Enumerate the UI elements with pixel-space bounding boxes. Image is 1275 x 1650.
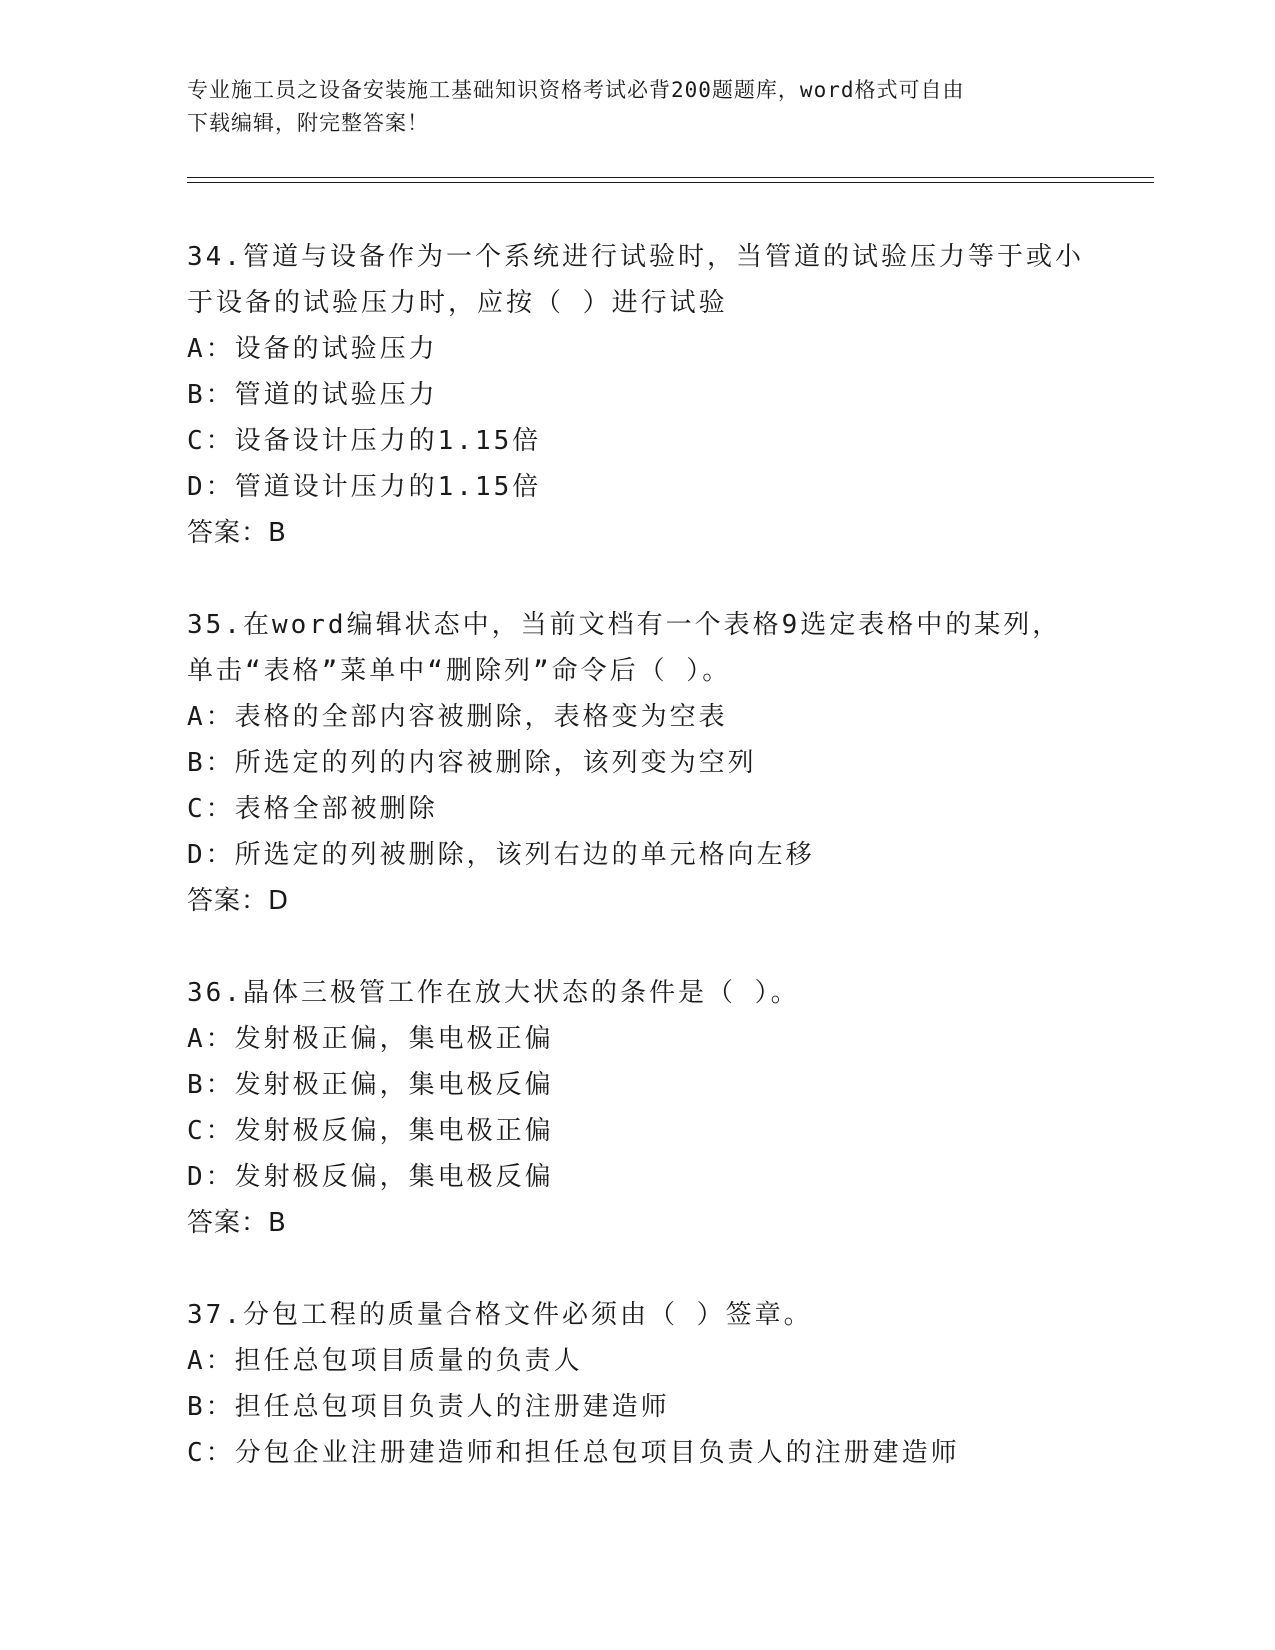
option-d: D：管道设计压力的1.15倍 [187, 472, 542, 502]
question-36 [187, 970, 1087, 1246]
question-list [187, 234, 1087, 1522]
header-divider-bottom [187, 182, 1154, 183]
option-d: D：发射极反偏，集电极反偏 [187, 1162, 554, 1192]
question-37 [187, 1292, 1087, 1476]
question-stem-line: 36.晶体三极管工作在放大状态的条件是（ ）。 [187, 978, 800, 1008]
answer-line: 答案：D [187, 886, 290, 916]
option-a: A：设备的试验压力 [187, 334, 438, 364]
document-header [187, 74, 1087, 140]
option-c: C：表格全部被删除 [187, 794, 438, 824]
option-c: C：分包企业注册建造师和担任总包项目负责人的注册建造师 [187, 1438, 960, 1468]
option-b: B：发射极正偏，集电极反偏 [187, 1070, 554, 1100]
header-line-1: 专业施工员之设备安装施工基础知识资格考试必背200题题库，word格式可自由 [187, 78, 965, 102]
answer-line: 答案：B [187, 1208, 287, 1238]
option-a: A：发射极正偏，集电极正偏 [187, 1024, 554, 1054]
option-b: B：所选定的列的内容被删除，该列变为空列 [187, 748, 757, 778]
question-stem-line: 于设备的试验压力时，应按（ ）进行试验 [187, 288, 728, 318]
option-a: A：担任总包项目质量的负责人 [187, 1346, 583, 1376]
header-line-2: 下载编辑，附完整答案！ [187, 111, 429, 135]
option-a: A：表格的全部内容被删除，表格变为空表 [187, 702, 728, 732]
header-divider-top [187, 177, 1154, 178]
question-34 [187, 234, 1087, 556]
option-b: B：担任总包项目负责人的注册建造师 [187, 1392, 670, 1422]
question-stem-line: 35.在word编辑状态中，当前文档有一个表格9选定表格中的某列， [187, 610, 1062, 640]
option-d: D：所选定的列被删除，该列右边的单元格向左移 [187, 840, 815, 870]
question-stem-line: 单击“表格”菜单中“删除列”命令后（ ）。 [187, 656, 732, 686]
option-c: C：设备设计压力的1.15倍 [187, 426, 542, 456]
option-b: B：管道的试验压力 [187, 380, 438, 410]
question-35 [187, 602, 1087, 924]
question-stem-line: 34.管道与设备作为一个系统进行试验时，当管道的试验压力等于或小 [187, 242, 1084, 272]
option-c: C：发射极反偏，集电极正偏 [187, 1116, 554, 1146]
question-stem-line: 37.分包工程的质量合格文件必须由（ ）签章。 [187, 1300, 813, 1330]
answer-line: 答案：B [187, 518, 287, 548]
